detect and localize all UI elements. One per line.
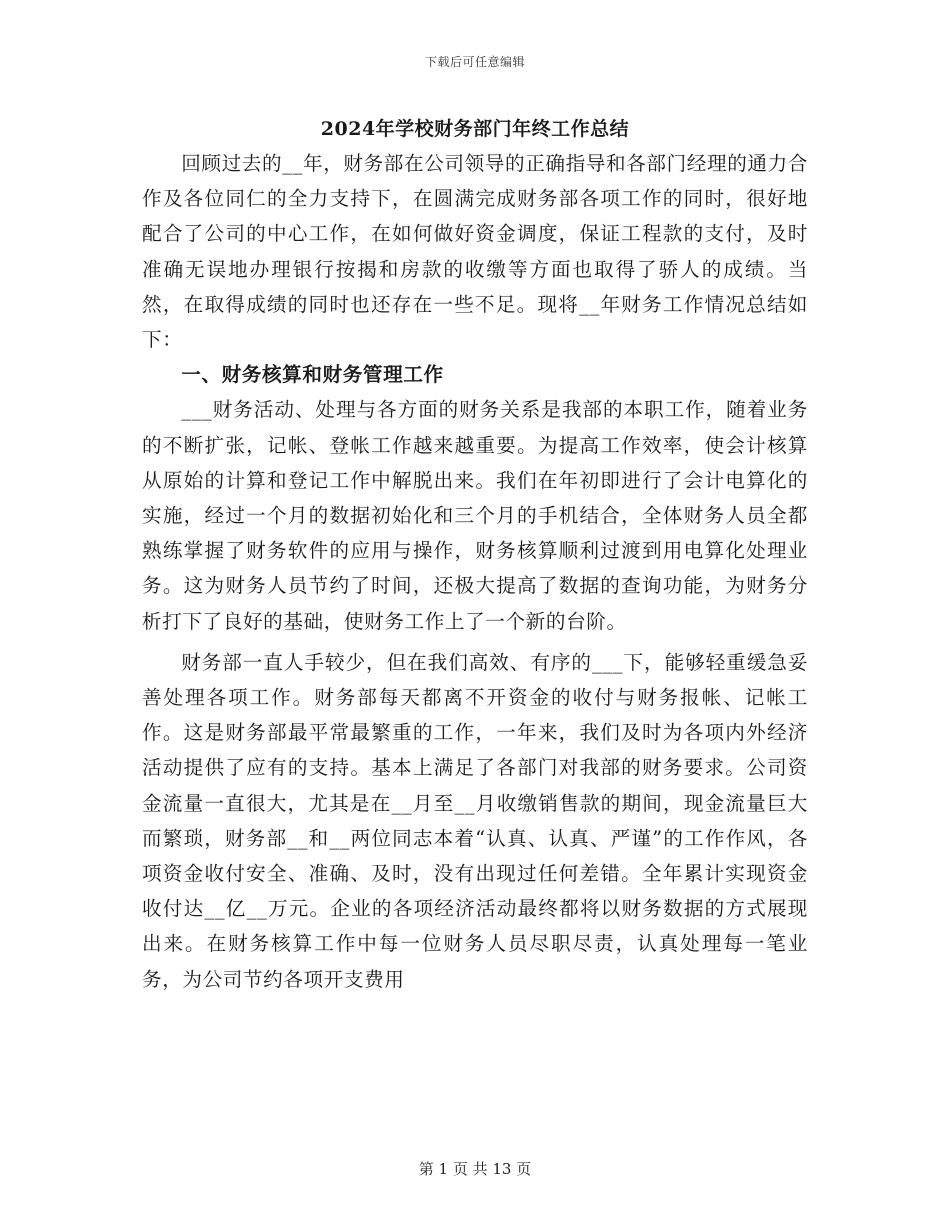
header-note: 下载后可任意编辑 bbox=[424, 55, 525, 69]
paragraph-staffing: 财务部一直人手较少，但在我们高效、有序的___下，能够轻重缓急妥善处理各项工作。财务部每天都离不开资金的收付与财务报帐、记帐工作。这是财务部最平常最繁重的工作，一年来，我们及时为各项内外经济活动提供了应有的支持。基本上满足了各部门对我部的财务要求。公司资金流量一直很大，尤其是在__月至__月收缴销售款的期间，现金流量巨大而繁琐，财务部__和__两位同志本着“认真、认真、严谨”的工作作风，各项资金收付安全、准确、及时，没有出现过任何差错。全年累计实现资金收付达__亿__万元。企业的各项经济活动最终都将以财务数据的方式展现出来。在财务核算工作中每一位财务人员尽职尽责，认真处理每一笔业务，为公司节约各项开支费用 bbox=[142, 650, 808, 991]
paragraph-intro: 回顾过去的__年，财务部在公司领导的正确指导和各部门经理的通力合作及各位同仁的全力支持下，在圆满完成财务部各项工作的同时，很好地配合了公司的中心工作，在如何做好资金调度，保证工程款的支付，及时准确无误地办理银行按揭和房款的收缴等方面也取得了骄人的成绩。当然，在取得成绩的同时也还存在一些不足。现将__年财务工作情况总结如下： bbox=[142, 152, 808, 352]
document-body bbox=[142, 146, 808, 997]
section-heading-1: 一、财务核算和财务管理工作 bbox=[181, 363, 444, 387]
document-title: 2024年学校财务部门年终工作总结 bbox=[320, 118, 630, 140]
page-footer: 第 1 页 共 13 页 bbox=[418, 1160, 532, 1178]
paragraph-accounting: ___财务活动、处理与各方面的财务关系是我部的本职工作，随着业务的不断扩张，记帐、登帐工作越来越重要。为提高工作效率，使会计核算从原始的计算和登记工作中解脱出来。我们在年初即进行了会计电算化的实施，经过一个月的数据初始化和三个月的手机结合，全体财务人员全都熟练掌握了财务软件的应用与操作，财务核算顺利过渡到用电算化处理业务。这为财务人员节约了时间，还极大提高了数据的查询功能，为财务分析打下了良好的基础，使财务工作上了一个新的台阶。 bbox=[142, 398, 808, 633]
